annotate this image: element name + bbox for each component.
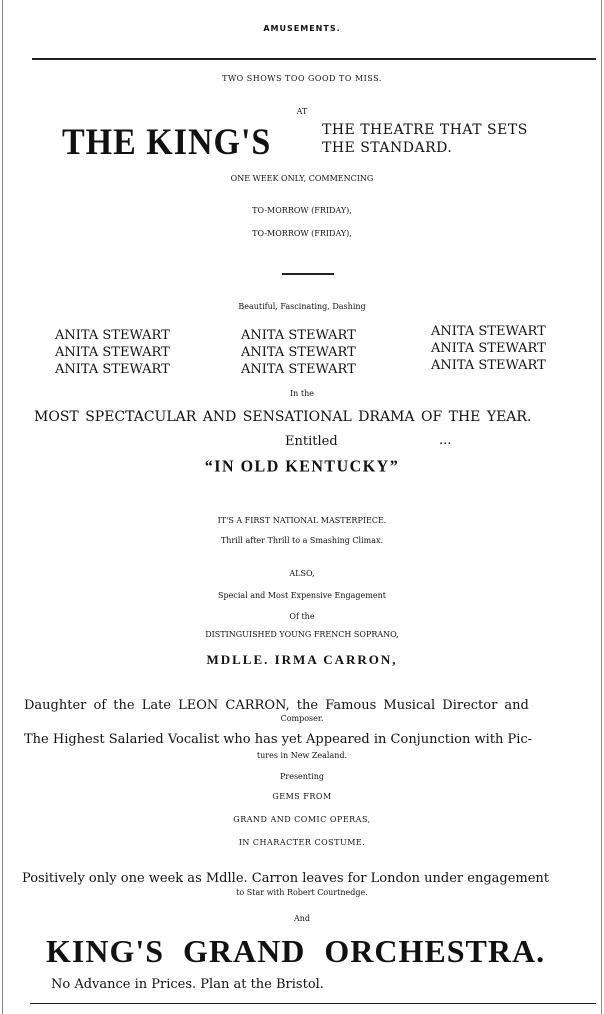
star-descriptor: Beautiful, Fascinating, Dashing [238,302,366,311]
footer-note: No Advance in Prices. Plan at the Bristol. [51,977,324,992]
drama-line: MOST SPECTACULAR AND SENSATIONAL DRAMA OF THE YEAR. [34,409,532,425]
highest-line-1: The Highest Salaried Vocalist who has yet Appeared in Conjunction with Pic- [24,732,533,747]
orchestra-title: KING'S GRAND ORCHESTRA. [46,933,546,969]
first-national-line: IT'S A FIRST NATIONAL MASTERPIECE. [217,516,387,525]
star-name: ANITA STEWART [431,341,546,356]
daughter-line-1: Daughter of the Late LEON CARRON, the Famous Musical Director and [24,698,529,713]
star-name: ANITA STEWART [241,362,356,377]
special-engagement: Special and Most Expensive Engagement [218,591,386,600]
positively-line-2: to Star with Robert Courtnedge. [236,888,368,897]
tagline-line-2: THE STANDARD. [322,140,453,156]
left-border [2,0,3,1014]
footer-rule [30,1003,596,1004]
theatre-name: THE KING'S [62,122,272,163]
star-name: ANITA STEWART [241,345,356,360]
tomorrow-line-1: TO-MORROW (FRIDAY), [252,206,352,215]
gems-line-1: GEMS FROM [272,792,332,801]
also-label: ALSO, [289,569,315,578]
header-rule [32,58,596,60]
daughter-line-2: Composer. [280,714,324,723]
at-label: AT [296,107,308,116]
thrill-line: Thrill after Thrill to a Smashing Climax. [220,536,384,545]
star-name: ANITA STEWART [55,362,170,377]
film-title: “IN OLD KENTUCKY” [204,458,400,476]
section-header: AMUSEMENTS. [263,24,341,33]
ellipsis: ... [439,433,452,448]
singer-name: MDLLE. IRMA CARRON, [206,652,398,667]
star-name: ANITA STEWART [55,345,170,360]
gems-line-3: IN CHARACTER COSTUME. [238,838,366,847]
soprano-line: DISTINGUISHED YOUNG FRENCH SOPRANO, [205,630,399,639]
one-week-notice: ONE WEEK ONLY, COMMENCING [230,174,374,183]
positively-line-1: Positively only one week as Mdlle. Carron leaves for London under engagement [22,871,550,886]
tagline-line-1: THE THEATRE THAT SETS [322,122,528,138]
gems-line-2: GRAND AND COMIC OPERAS, [233,815,371,824]
divider-rule [282,273,334,275]
star-name: ANITA STEWART [241,328,356,343]
entitled-label: Entitled [285,434,338,449]
star-name: ANITA STEWART [55,328,170,343]
headline: TWO SHOWS TOO GOOD TO MISS. [222,74,382,83]
in-the-label: In the [290,389,314,398]
star-name: ANITA STEWART [431,324,546,339]
right-border [601,0,602,1014]
highest-line-2: tures in New Zealand. [256,751,348,760]
and-label: And [293,914,311,923]
tomorrow-line-2: TO-MORROW (FRIDAY), [252,229,352,238]
presenting-label: Presenting [280,772,324,781]
of-the-label: Of the [289,612,315,621]
star-name: ANITA STEWART [431,358,546,373]
